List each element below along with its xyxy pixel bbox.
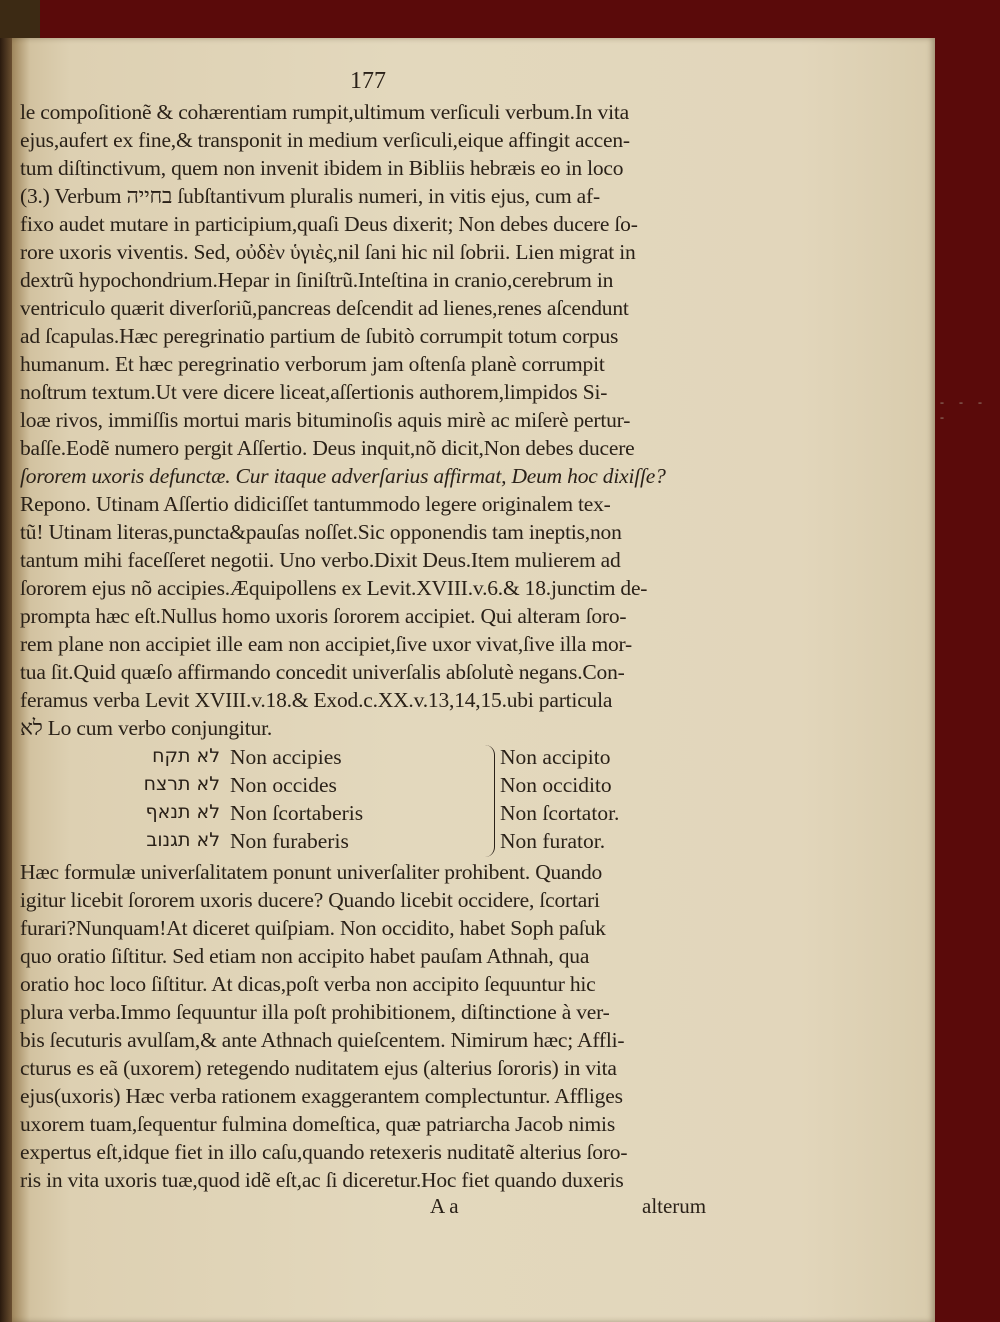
text-line: ejus(uxoris) Hæc verba rationem exaggerantem complectuntur. Affliges [20,1084,623,1108]
text-line: Hæc formulæ univerſalitatem ponunt univerſaliter prohibent. Quando [20,860,603,884]
text-line: ris in vita uxoris tuæ,quod idẽ eſt,ac ſi diceretur.Hoc fiet quando duxeris [20,1168,624,1192]
text-line: furari?Nunquam!At diceret quiſpiam. Non occidito, habet Soph paſuk [20,916,606,940]
text-line: tantum mihi faceſſeret negotii. Uno verbo.Dixit Deus.Item mulierem ad [20,548,621,572]
text-line: ſororem uxoris defunctæ. Cur itaque adverſarius affirmat, Deum hoc dixiſſe? [20,464,666,488]
catchword: alterum [642,1194,707,1218]
text-line: ad ſcapulas.Hæc peregrinatio partium de ſubitò corrumpit totum corpus [20,324,619,348]
hebrew-phrase: לא תנאף [145,801,220,823]
text-line: Repono. Utinam Aſſertio didiciſſet tantummodo legere originalem tex- [20,492,611,516]
text-line: ſororem ejus nõ accipies.Æquipollens ex Levit.XVIII.v.6.& 18.junctim de- [20,576,648,600]
grouping-brace [480,745,495,857]
text-line: humanum. Et hæc peregrinatio verborum jam oſtenſa planè corrumpit [20,352,605,376]
text-line: tũ! Utinam literas,puncta&pauſas noſſet.Sic opponendis tam ineptis,non [20,520,622,544]
margin-marks: - - - - [940,395,988,424]
text-line: plura verba.Immo ſequuntur illa poſt prohibitionem, diſtinctione à ver- [20,1000,610,1024]
latin-prohibition: Non accipies [230,745,342,769]
latin-prohibition: Non occides [230,773,337,797]
text-line: (3.) Verbum בחייה ſubſtantivum pluralis numeri, in vitis ejus, cum af- [20,184,600,208]
text-line: cturus es eã (uxorem) retegendo nuditatem ejus (alterius ſororis) in vita [20,1056,617,1080]
commandment-row [100,773,612,801]
latin-prohibition: Non furaberis [230,829,349,853]
latin-imperative: Non ſcortator. [500,801,620,825]
commandment-row [100,745,611,773]
text-line: tum diſtinctivum, quem non invenit ibidem in Bibliis hebræis eo in loco [20,156,624,180]
text-line: prompta hæc eſt.Nullus homo uxoris ſororem accipiet. Qui alteram ſoro- [20,604,627,628]
text-line: dextrũ hypochondrium.Hepar in ſiniſtrũ.Inteſtina in cranio,cerebrum in [20,268,614,292]
text-line: loæ rivos, immiſſis mortui maris bituminoſis aquis mirè ac miſerè pertur- [20,408,631,432]
page-gutter [0,38,12,1322]
text-line: fixo audet mutare in participium,quaſi Deus dixerit; Non debes ducere ſo- [20,212,638,236]
signature-mark: A a [430,1194,459,1218]
hebrew-phrase: לא תקח [152,745,220,767]
text-line: noſtrum textum.Ut vere dicere liceat,aſſertionis authorem,limpidos Si- [20,380,608,404]
text-line: bis ſecuturis avulſam,& ante Athnach quieſcentem. Nimirum hæc; Affli- [20,1028,625,1052]
hebrew-phrase: לא תרצח [143,773,220,795]
text-line: uxorem tuam,ſequentur fulmina domeſtica, quæ patriarcha Jacob nimis [20,1112,615,1136]
scan-corner [0,0,40,38]
text-line: le compoſitionẽ & cohærentiam rumpit,ultimum verſiculi verbum.In vita [20,100,629,124]
text-line: oratio hoc loco ſiſtitur. At dicas,poſt verba non accipito ſequuntur hic [20,972,596,996]
latin-imperative: Non accipito [500,745,611,769]
latin-imperative: Non occidito [500,773,612,797]
latin-imperative: Non furator. [500,829,606,853]
text-line: igitur licebit ſororem uxoris ducere? Quando licebit occidere, ſcortari [20,888,600,912]
text-line: ejus,aufert ex fine,& transponit in medium verſiculi,eique affingit accen- [20,128,630,152]
latin-prohibition: Non ſcortaberis [230,801,364,825]
text-line: rem plane non accipiet ille eam non accipiet,ſive uxor vivat,ſive illa mor- [20,632,633,656]
text-line: tua ſit.Quid quæſo affirmando concedit univerſalis abſolutè negans.Con- [20,660,625,684]
text-line: rore uxoris viventis. Sed, οὐδὲν ὑγιὲς,nil ſani hic nil ſobrii. Lien migrat in [20,240,636,264]
commandment-row [100,801,620,829]
hebrew-phrase: לא תגנוב [146,829,220,851]
text-line: feramus verba Levit XVIII.v.18.& Exod.c.XX.v.13,14,15.ubi particula [20,688,613,712]
text-line: baſſe.Eodẽ numero pergit Aſſertio. Deus inquit,nõ dicit,Non debes ducere [20,436,635,460]
commandment-row [100,829,606,857]
text-line: expertus eſt,idque fiet in illo caſu,quando retexeris nuditatẽ alterius ſoro- [20,1140,628,1164]
text-line: quo oratio ſiſtitur. Sed etiam non accipito habet pauſam Athnah, qua [20,944,590,968]
text-line: לא Lo cum verbo conjungitur. [20,716,273,740]
text-line: ventriculo quærit diverſoriũ,pancreas deſcendit ad lienes,renes aſcendunt [20,296,629,320]
page-number: 177 [350,68,386,94]
